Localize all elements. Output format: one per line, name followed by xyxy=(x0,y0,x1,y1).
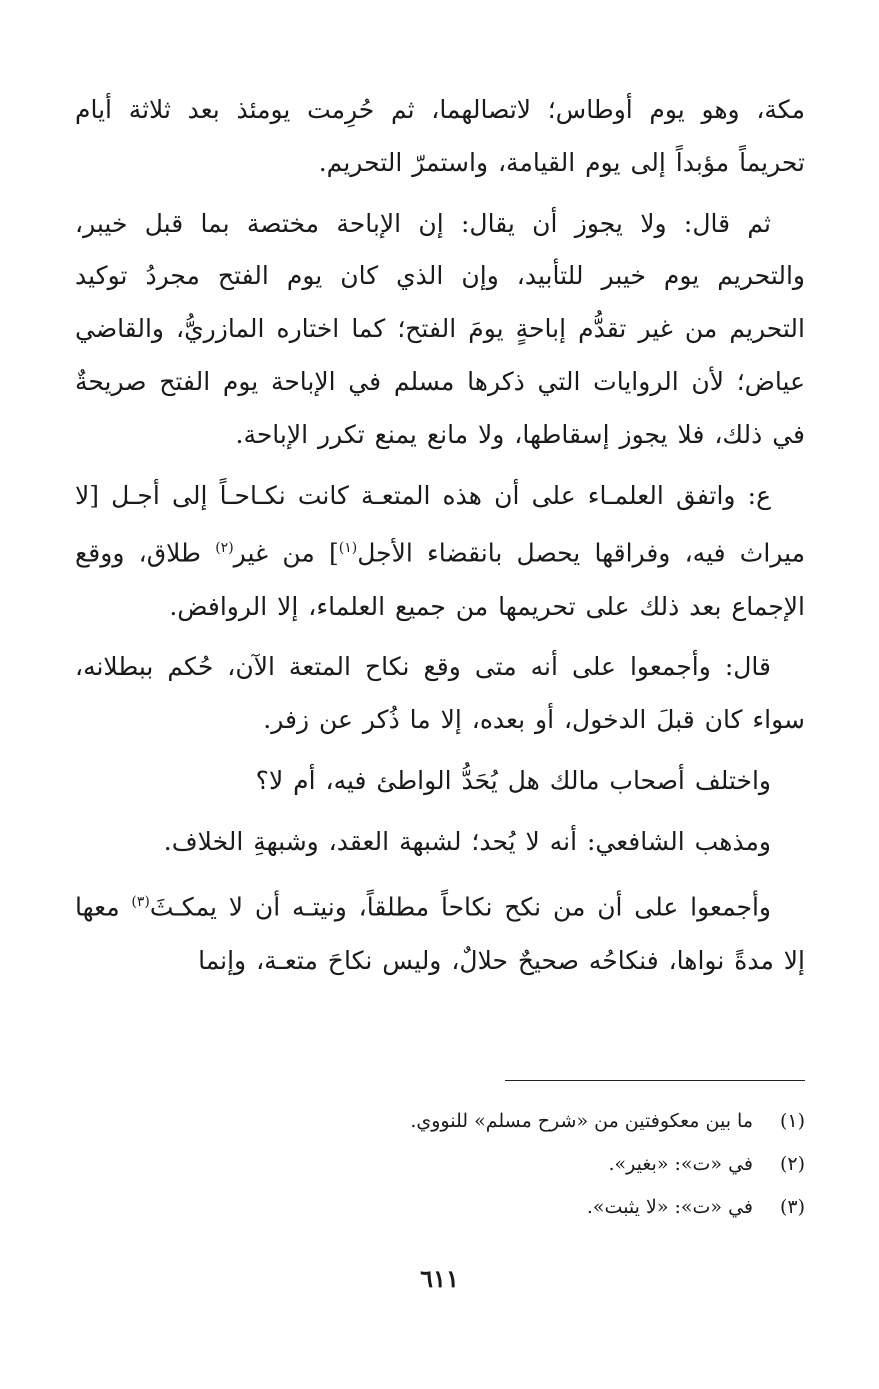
paragraph-1: مكة، وهو يوم أوطاس؛ لاتصالهما، ثم حُرِمت يومئذ بعد ثلاثة أيام تحريماً مؤبداً إلى يوم القيامة، واستمرّ التحريم. xyxy=(75,95,805,177)
footnote-3 xyxy=(85,1186,805,1229)
paragraph-4: قال: وأجمعوا على أنه متى وقع نكاح المتعة الآن، حُكم ببطلانه، سواء كان قبلَ الدخول، أو بعده، إلا ما ذُكر عن زفر. xyxy=(75,652,805,735)
paragraph-3 xyxy=(75,470,805,634)
footnote-text: في «ت»: «بغير». xyxy=(608,1153,753,1175)
footnote-divider xyxy=(505,1080,805,1081)
paragraph-3-part-c: طلاق، ووقع الإجماع بعد ذلك على تحريمها من جميع العلماء، إلا الروافض. xyxy=(75,538,805,621)
footnote-1 xyxy=(85,1100,805,1143)
paragraph-2: ثم قال: ولا يجوز أن يقال: إن الإباحة مختصة بما قبل خيبر، والتحريم يوم خيبر للتأبيد، وإن الذي كان يوم الفتح مجردُ توكيد التحريم من غير تقدُّم إباحةٍ يومَ الفتح؛ كما اختاره المازريُّ، والقاضي عياض؛ لأن الروايات التي ذكرها مسلم في الإباحة يوم الفتح صريحةٌ في ذلك، فلا يجوز إسقاطها، ولا مانع يمنع تكرر الإباحة. xyxy=(75,208,805,449)
page-number: ٦١١ xyxy=(420,1264,459,1293)
main-text xyxy=(75,84,805,987)
paragraph-3-part-a: ع: واتفق العلمـاء على أن هذه المتعـة كانت نكـاحـاً إلى أجـل [لا ميراث فيه، وفراقها يحصل بانقضاء الأجل xyxy=(75,480,806,568)
footnote-text: ما بين معكوفتين من «شرح مسلم» للنووي. xyxy=(410,1110,753,1132)
footnote-number: (٢) xyxy=(779,1153,805,1175)
footnote-ref-2[interactable]: (٢) xyxy=(215,540,234,557)
paragraph-6: ومذهب الشافعي: أنه لا يُحد؛ لشبهة العقد، وشبهةِ الخلاف. xyxy=(163,826,771,856)
footnote-ref-1[interactable]: (١) xyxy=(338,540,358,557)
footnote-2 xyxy=(85,1143,805,1186)
paragraph-7-part-b: معها إلا مدةً نواها، فنكاحُه صحيحٌ حلالٌ، وليس نكاحَ متعـة، وإنما xyxy=(75,892,805,975)
paragraph-3-part-b: ] من غير xyxy=(233,538,339,568)
paragraph-7 xyxy=(75,876,805,987)
paragraph-5: واختلف أصحاب مالك هل يُحَدُّ الواطئ فيه، أم لا؟ xyxy=(255,765,771,795)
footnote-number: (٣) xyxy=(779,1196,805,1218)
footnote-text: في «ت»: «لا يثبت». xyxy=(586,1196,753,1218)
paragraph-7-part-a: وأجمعوا على أن من نكح نكاحاً مطلقاً، ونيتـه أن لا يمكـثَ xyxy=(149,892,772,922)
footnote-number: (١) xyxy=(779,1110,805,1132)
footnote-ref-3[interactable]: (٣) xyxy=(131,894,150,911)
footnotes xyxy=(85,1100,805,1229)
